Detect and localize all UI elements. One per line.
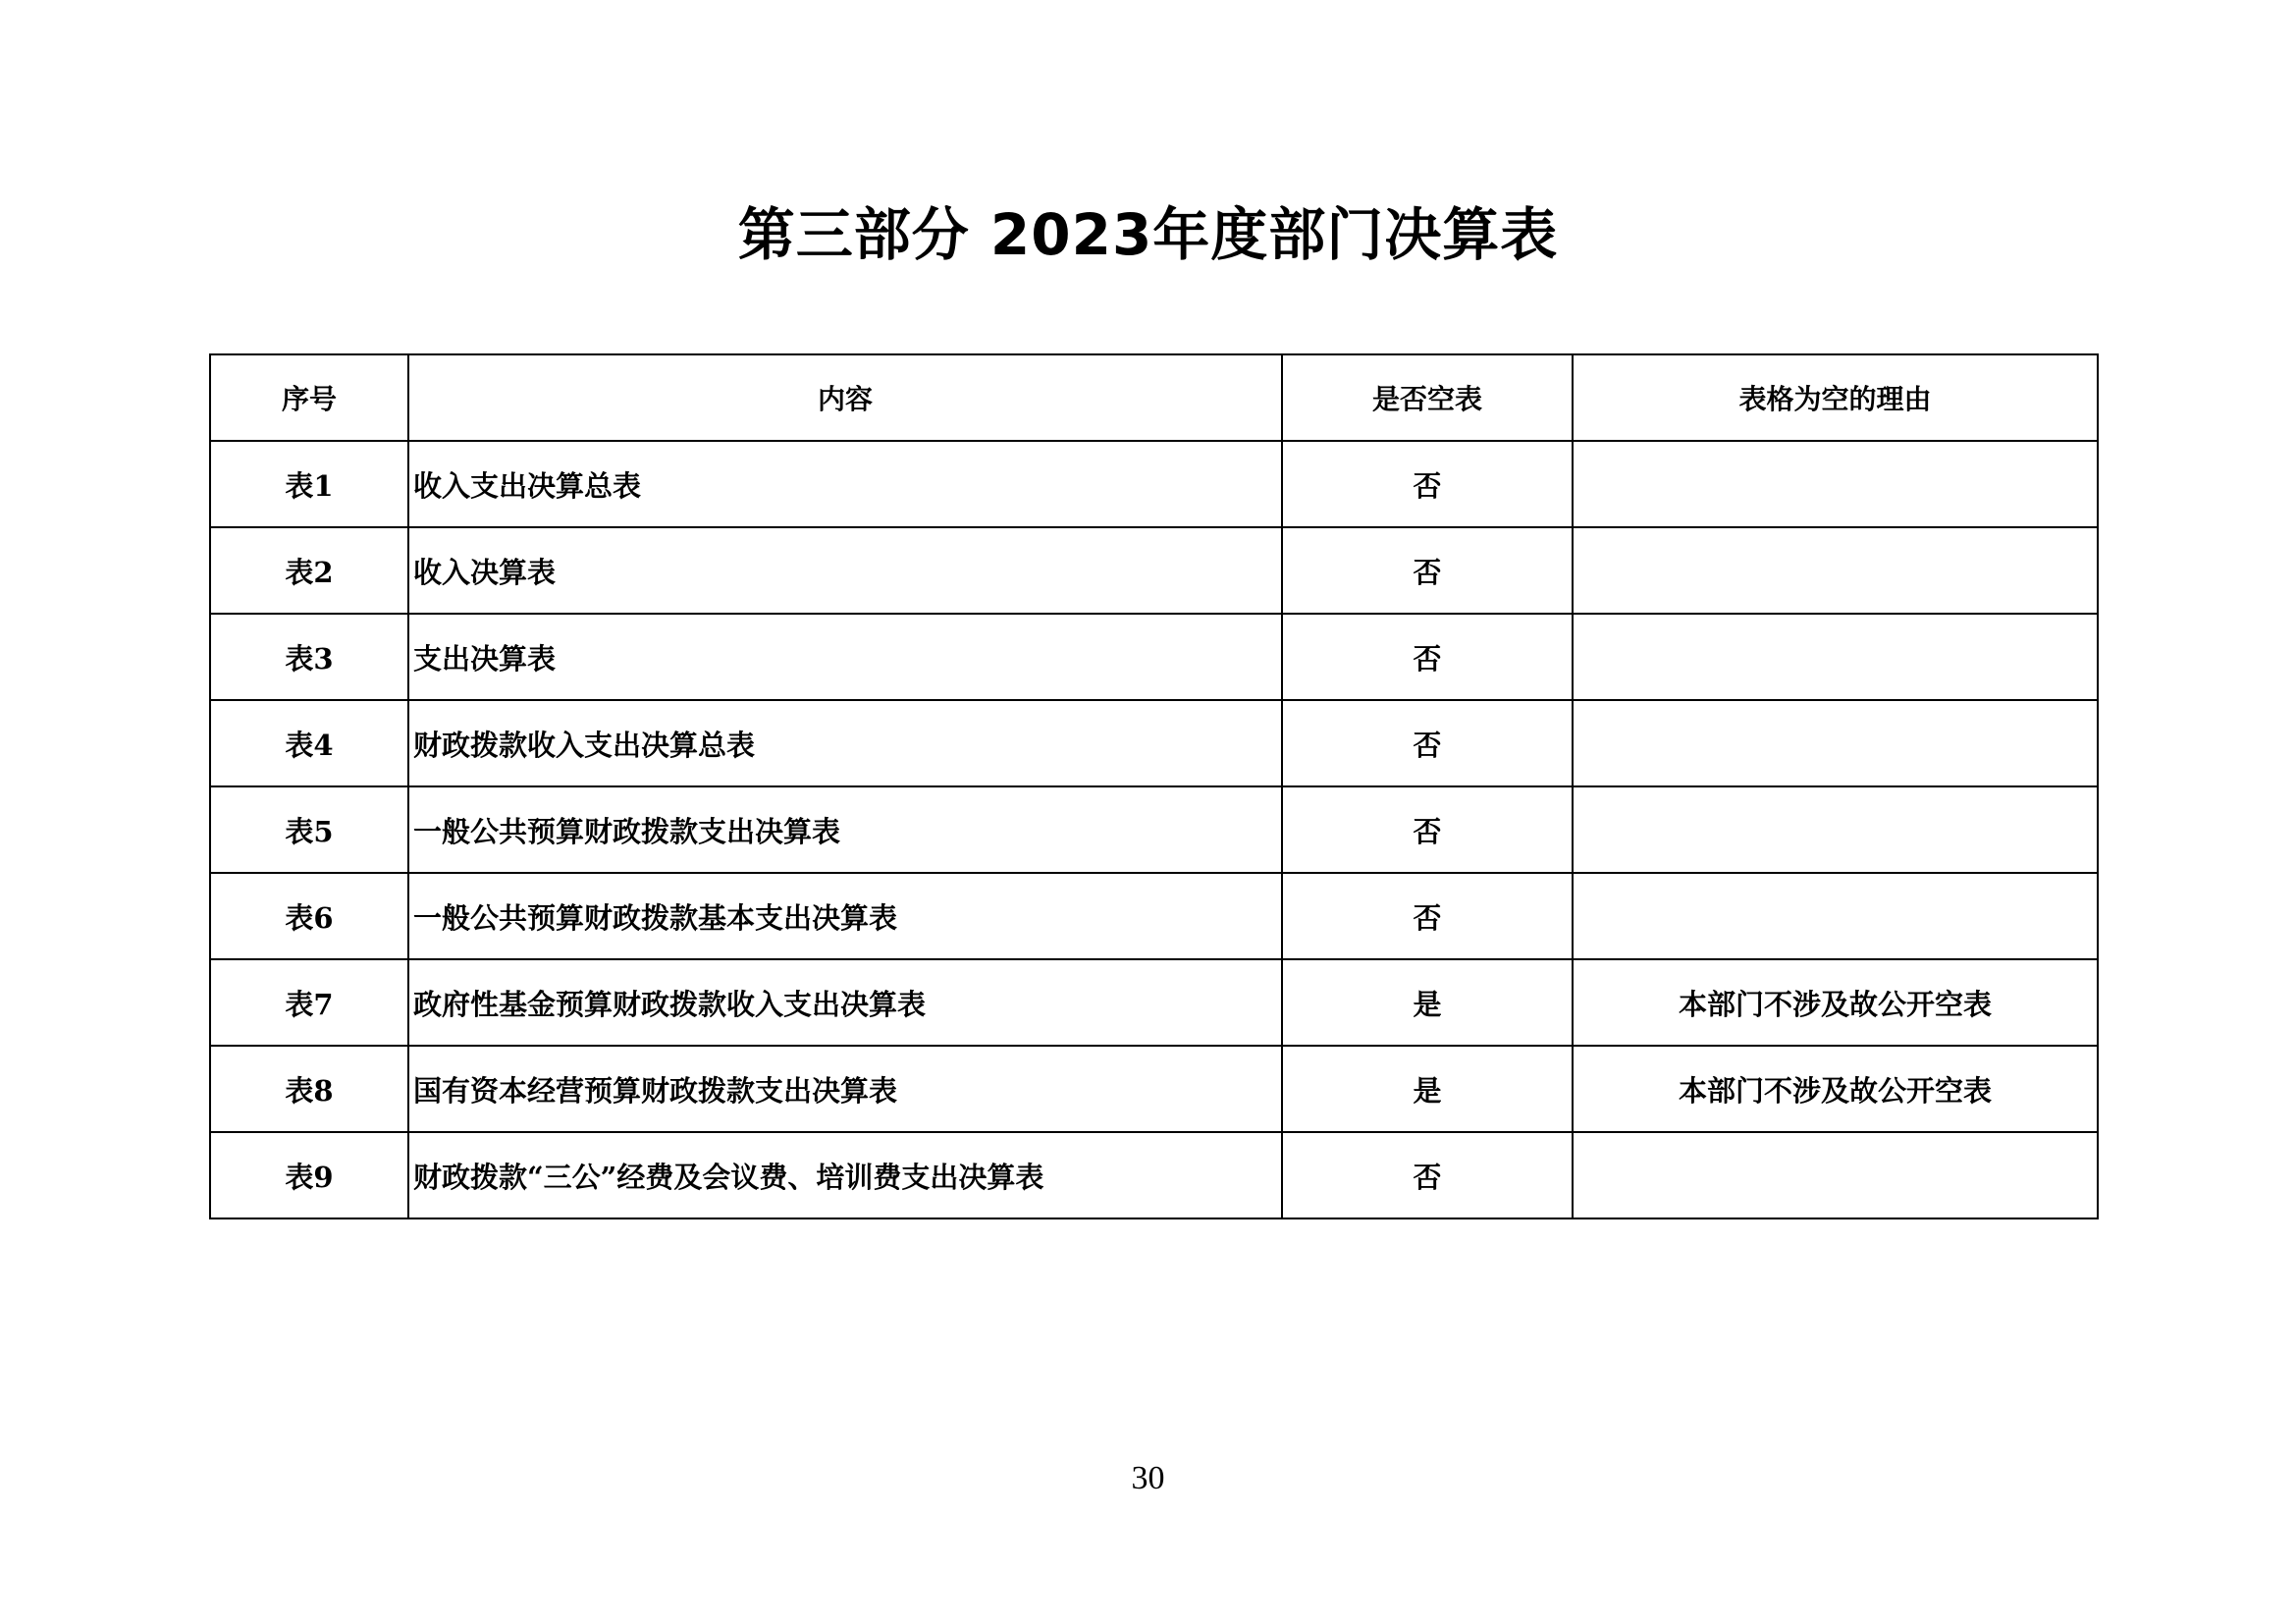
row-index: 表5 — [210, 786, 408, 873]
table-row — [210, 873, 2098, 959]
row-reason: 本部门不涉及故公开空表 — [1573, 1046, 2098, 1132]
report-table-container — [209, 353, 2097, 1219]
table-row — [210, 614, 2098, 700]
row-reason — [1573, 614, 2098, 700]
row-content: 收入决算表 — [408, 527, 1282, 614]
row-reason — [1573, 700, 2098, 786]
row-is-empty: 否 — [1282, 1132, 1573, 1218]
row-content: 政府性基金预算财政拨款收入支出决算表 — [408, 959, 1282, 1046]
page-title: 第三部分 2023年度部门决算表 — [737, 201, 1559, 268]
row-is-empty: 否 — [1282, 614, 1573, 700]
row-reason — [1573, 1132, 2098, 1218]
row-reason: 本部门不涉及故公开空表 — [1573, 959, 2098, 1046]
row-content: 财政拨款“三公”经费及会议费、培训费支出决算表 — [408, 1132, 1282, 1218]
row-content: 一般公共预算财政拨款支出决算表 — [408, 786, 1282, 873]
header-index: 序号 — [210, 354, 408, 441]
row-content: 支出决算表 — [408, 614, 1282, 700]
row-reason — [1573, 873, 2098, 959]
table-row — [210, 786, 2098, 873]
row-index: 表9 — [210, 1132, 408, 1218]
header-reason: 表格为空的理由 — [1573, 354, 2098, 441]
table-row — [210, 1046, 2098, 1132]
row-index: 表4 — [210, 700, 408, 786]
row-index: 表2 — [210, 527, 408, 614]
row-content: 财政拨款收入支出决算总表 — [408, 700, 1282, 786]
row-index: 表6 — [210, 873, 408, 959]
table-row — [210, 700, 2098, 786]
row-index: 表8 — [210, 1046, 408, 1132]
row-is-empty: 否 — [1282, 786, 1573, 873]
table-row — [210, 959, 2098, 1046]
row-is-empty: 否 — [1282, 700, 1573, 786]
row-index: 表7 — [210, 959, 408, 1046]
header-content: 内容 — [408, 354, 1282, 441]
row-reason — [1573, 527, 2098, 614]
row-is-empty: 否 — [1282, 441, 1573, 527]
page-number: 30 — [1131, 1460, 1165, 1496]
table-row — [210, 527, 2098, 614]
row-index: 表3 — [210, 614, 408, 700]
row-is-empty: 否 — [1282, 527, 1573, 614]
report-table — [209, 353, 2099, 1219]
header-is-empty: 是否空表 — [1282, 354, 1573, 441]
row-is-empty: 是 — [1282, 1046, 1573, 1132]
row-content: 国有资本经营预算财政拨款支出决算表 — [408, 1046, 1282, 1132]
table-row — [210, 1132, 2098, 1218]
row-index: 表1 — [210, 441, 408, 527]
row-reason — [1573, 786, 2098, 873]
table-header-row — [210, 354, 2098, 441]
row-content: 收入支出决算总表 — [408, 441, 1282, 527]
table-row — [210, 441, 2098, 527]
row-is-empty: 否 — [1282, 873, 1573, 959]
row-reason — [1573, 441, 2098, 527]
row-is-empty: 是 — [1282, 959, 1573, 1046]
row-content: 一般公共预算财政拨款基本支出决算表 — [408, 873, 1282, 959]
